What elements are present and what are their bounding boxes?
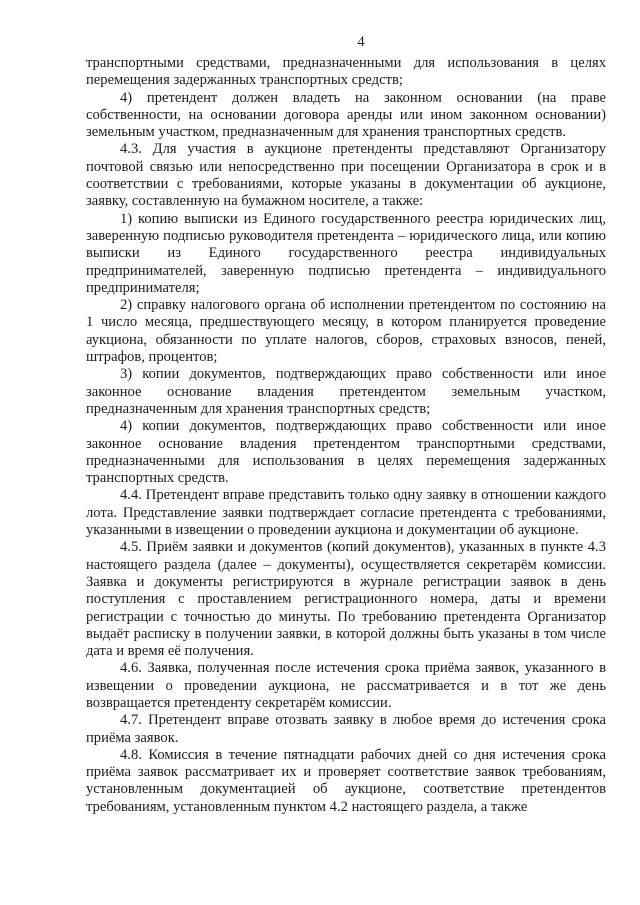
paragraph-4-3-item-4: 4) копии документов, подтверждающих право собственности или иное законное основание владения претендентом транспортными средствами, предназначенными для использования в целях перемещения задержанных транспортных средств. xyxy=(86,418,606,487)
paragraph-4-4: 4.4. Претендент вправе представить только одну заявку в отношении каждого лота. Представление заявки подтверждает согласие претендента с требованиями, указанными в извещении о проведении аукциона и документации об аукционе. xyxy=(86,487,606,539)
paragraph-continuation: транспортными средствами, предназначенными для использования в целях перемещения задержанных транспортных средств; xyxy=(86,55,606,89)
paragraph-4-8: 4.8. Комиссия в течение пятнадцати рабочих дней со дня истечения срока приёма заявок рассматривает их и проверяет соответствие заявок требованиям, установленным документацией об аукционе, соответствие претендентов требованиям, установленным пунктом 4.2 настоящего раздела, а также xyxy=(86,746,606,815)
page-number: 4 xyxy=(357,34,365,50)
paragraph-item-4: 4) претендент должен владеть на законном основании (на праве собственности, на основании договора аренды или ином законном основании) земельным участком, предназначенным для хранения транспортных средств. xyxy=(86,89,606,141)
paragraph-4-7: 4.7. Претендент вправе отозвать заявку в любое время до истечения срока приёма заявок. xyxy=(86,712,606,746)
paragraph-4-6: 4.6. Заявка, полученная после истечения срока приёма заявок, указанного в извещении о проведении аукциона, не рассматривается и в тот же день возвращается претенденту секретарём комиссии. xyxy=(86,660,606,711)
paragraph-4-3-item-1: 1) копию выписки из Единого государственного реестра юридических лиц, заверенную подписью руководителя претендента – юридического лица, или копию выписки из Единого государственного реестра индивидуальных предпринимателей, заверенную подписью претендента – индивидуального предпринимателя; xyxy=(86,210,606,296)
paragraph-4-3-item-3: 3) копии документов, подтверждающих право собственности или иное законное основание владения претендентом земельным участком, предназначенным для хранения транспортных средств; xyxy=(86,366,606,417)
paragraph-4-3-item-2: 2) справку налогового органа об исполнении претендентом по состоянию на 1 число месяца, предшествующего месяцу, в котором планируется проведение аукциона, обязанности по уплате налогов, сборов, страховых взносов, пеней, штрафов, процентов; xyxy=(86,297,606,366)
document-page xyxy=(86,34,606,816)
paragraph-4-5: 4.5. Приём заявки и документов (копий документов), указанных в пункте 4.3 настоящего раздела (далее – документы), осуществляется секретарём комиссии. Заявка и документы регистрируются в журнале регистрации заявок в день поступления с проставлением регистрационного номера, даты и времени регистрации с точностью до минуты. По требованию претендента Организатор выдаёт расписку в получении заявки, в которой должны быть указаны в том числе дата и время её получения. xyxy=(86,539,606,660)
paragraph-4-3: 4.3. Для участия в аукционе претенденты представляют Организатору почтовой связью или непосредственно при посещении Организатора в срок и в соответствии с требованиями, которые указаны в документации об аукционе, заявку, составленную на бумажном носителе, а также: xyxy=(86,141,606,210)
